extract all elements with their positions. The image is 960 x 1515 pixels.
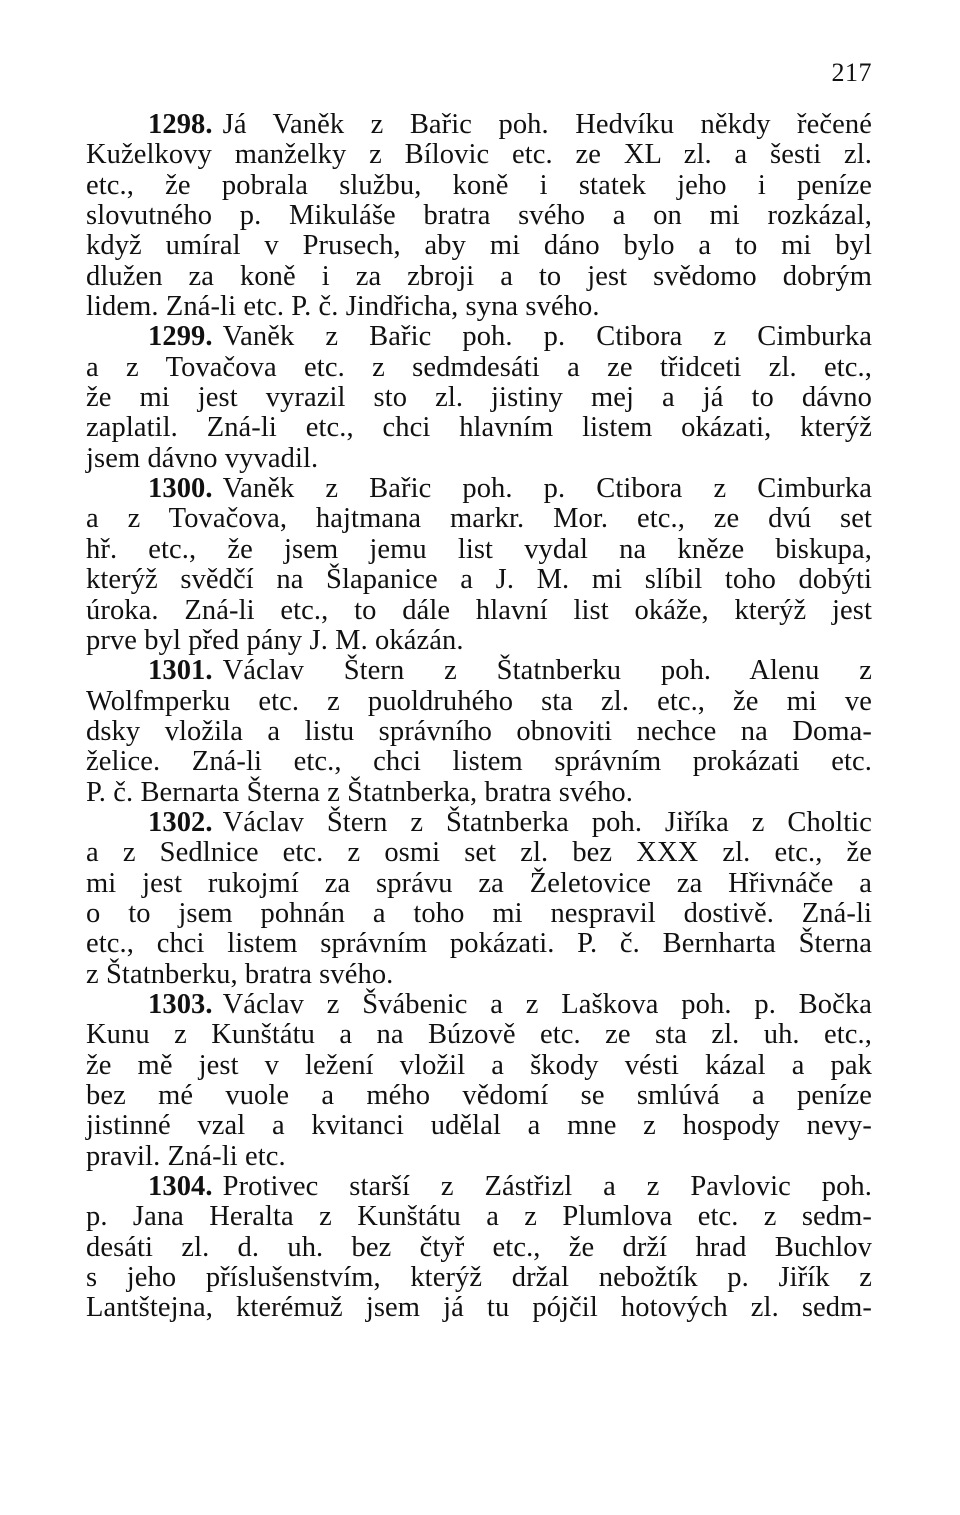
- text-line: jistinné vzal a kvitanci udělal a mne z hospody nevy-: [86, 1110, 872, 1142]
- line-text: Václav Štern z Štatnberku poh. Alenu z: [222, 655, 872, 687]
- text-line: úroka. Zná-li etc., to dále hlavní list okáže, kterýž jest: [86, 594, 872, 626]
- entry-first-line: [86, 808, 872, 838]
- entry-number: 1299.: [148, 321, 213, 353]
- text-line: kterýž svědčí na Šlapanice a J. M. mi slíbil toho dobýti: [86, 564, 872, 596]
- entry-1301: [86, 656, 872, 808]
- text-line: desáti zl. d. uh. bez čtyř etc., že drží hrad Buchlov: [86, 1231, 872, 1263]
- entry-1298: [86, 110, 872, 322]
- text-line: o to jsem pohnán a toho mi nespravil dostivě. Zná-li: [86, 897, 872, 929]
- text-line: etc., chci listem správním pokázati. P. č. Bernharta Šterna: [86, 928, 872, 960]
- line-text: Protivec starší z Zástřizl a z Pavlovic poh.: [222, 1171, 872, 1203]
- entry-number: 1301.: [148, 655, 213, 687]
- entry-first-line: [86, 474, 872, 504]
- entry-1302: [86, 808, 872, 990]
- text-line: s jeho příslušenstvím, kterýž držal nebožtík p. Jiřík z: [86, 1262, 872, 1294]
- text-line: dlužen za koně i za zbroji a to jest svědomo dobrým: [86, 260, 872, 292]
- line-text: Václav Štern z Štatnberka poh. Jiříka z Choltic: [222, 806, 872, 838]
- text-line: a z Sedlnice etc. z osmi set zl. bez XXX zl. etc., že: [86, 837, 872, 869]
- text-line: Wolfmperku etc. z puoldruhého sta zl. etc., že mi ve: [86, 685, 872, 717]
- entry-first-line: [86, 1172, 872, 1202]
- page-number: 217: [831, 58, 872, 87]
- text-line: slovutného p. Mikuláše bratra svého a on mi rozkázal,: [86, 200, 872, 232]
- line-text: Vaněk z Bařic poh. p. Ctibora z Cimburka: [222, 473, 872, 505]
- text-line: p. Jana Heralta z Kunštátu a z Plumlova etc. z sedm-: [86, 1201, 872, 1233]
- line-text: Václav z Švábenic a z Laškova poh. p. Bočka: [222, 988, 872, 1020]
- text-line: jsem dávno vyvadil.: [86, 442, 319, 474]
- text-line: P. č. Bernarta Šterna z Štatnberka, bratra svého.: [86, 776, 633, 808]
- text-line: mi jest rukojmí za správu za Želetovice za Hřivnáče a: [86, 867, 872, 899]
- text-line: a z Tovačova etc. z sedmdesáti a ze třidceti zl. etc.,: [86, 351, 872, 383]
- text-line: Lantštejna, kterémuž jsem já tu pójčil hotových zl. sedm-: [86, 1292, 872, 1324]
- entry-number: 1302.: [148, 806, 213, 838]
- text-line: zaplatil. Zná-li etc., chci hlavním listem okázati, kterýž: [86, 412, 872, 444]
- text-line: lidem. Zná-li etc. P. č. Jindřicha, syna svého.: [86, 291, 600, 323]
- text-line: bez mé vuole a mého vědomí se smlúvá a peníze: [86, 1080, 872, 1111]
- text-line: hř. etc., že jsem jemu list vydal na kněze biskupa,: [86, 533, 872, 565]
- entry-1300: [86, 474, 872, 656]
- entry-1303: [86, 990, 872, 1172]
- line-text: Vaněk z Bařic poh. p. Ctibora z Cimburka: [222, 321, 872, 353]
- text-line: Kunu z Kunštátu a na Búzově etc. ze sta zl. uh. etc.,: [86, 1019, 872, 1051]
- text-block: [86, 110, 872, 1324]
- text-line: že mi jest vyrazil sto zl. jistiny mej a já to dávno: [86, 382, 872, 414]
- text-line: když umíral v Prusech, aby mi dáno bylo a to mi byl: [86, 230, 872, 262]
- text-line: a z Tovačova, hajtmana markr. Mor. etc., ze dvú set: [86, 503, 872, 535]
- text-line: pravil. Zná-li etc.: [86, 1140, 286, 1172]
- entry-first-line: [86, 656, 872, 686]
- entry-number: 1300.: [148, 473, 213, 505]
- text-line: Kuželkovy manželky z Bílovic etc. ze XL zl. a šesti zl.: [86, 139, 872, 171]
- entry-1299: [86, 322, 872, 474]
- text-line: dsky vložila a listu správního obnoviti nechce na Doma-: [86, 715, 872, 747]
- entry-number: 1303.: [148, 988, 213, 1020]
- entry-1304: [86, 1172, 872, 1324]
- text-line: že mě jest v ležení vložil a škody vésti kázal a pak: [86, 1049, 872, 1081]
- text-line: prve byl před pány J. M. okázán.: [86, 624, 464, 656]
- entry-first-line: [86, 322, 872, 352]
- entry-number: 1298.: [148, 109, 213, 140]
- text-line: želice. Zná-li etc., chci listem správním prokázati etc.: [86, 746, 872, 778]
- entry-first-line: [86, 110, 872, 140]
- text-line: etc., že pobrala službu, koně i statek jeho i peníze: [86, 169, 872, 201]
- entry-number: 1304.: [148, 1171, 213, 1203]
- entry-first-line: [86, 990, 872, 1020]
- line-text: Já Vaněk z Bařic poh. Hedvíku někdy řečené: [222, 109, 872, 140]
- text-line: z Štatnberku, bratra svého.: [86, 958, 394, 990]
